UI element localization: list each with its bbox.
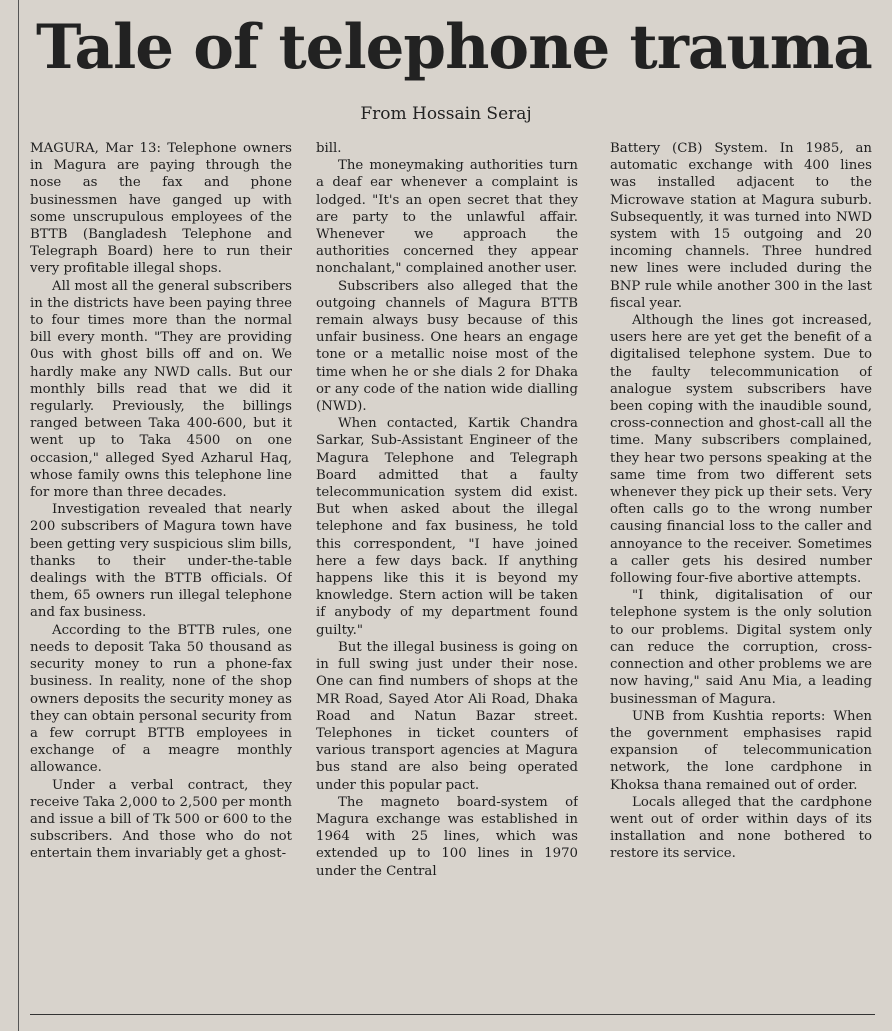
paragraph: But the illegal business is going on in full swing just under their nose. One can find numbers of shops at the MR Road, Sayed Ator Ali Road, Dhaka Road and Natun Bazar street. Telephones in ticket counters of various transport agencies at Magura bus stand are also being operated under this popular pact. xyxy=(316,639,578,793)
article-column-3 xyxy=(610,140,872,1012)
paragraph: MAGURA, Mar 13: Telephone owners in Magura are paying through the nose as the fax and phone businessmen have ganged up with some unscrupulous employees of the BTTB (Bangladesh Telephone and Telegraph Board) here to run their very profitable illegal shops. xyxy=(30,141,292,277)
paragraph: Locals alleged that the cardphone went out of order within days of its installation and none bothered to restore its service. xyxy=(610,794,872,862)
article-column-2 xyxy=(316,140,578,1012)
paragraph: All most all the general subscribers in the districts have been paying three to four times more than the normal bill every month. "They are providing 0us with ghost bills off and on. We hardly make any NWD calls. But our monthly bills read that we did it regularly. Previously, the billings ranged between Taka 400-600, but it went up to Taka 4500 on one occasion," alleged Syed Azharul Haq, whose family owns this telephone line for more than three decades. xyxy=(30,278,292,501)
paragraph: Under a verbal contract, they receive Taka 2,000 to 2,500 per month and issue a bill of Tk 500 or 600 to the subscribers. And those who do not entertain them invariably get a ghost- xyxy=(30,777,292,862)
paragraph: Subscribers also alleged that the outgoing channels of Magura BTTB remain always busy because of this unfair business. One hears an engage tone or a metallic noise most of the time when he or she dials 2 for Dhaka or any code of the nation wide dialling (NWD). xyxy=(316,278,578,415)
paragraph: Battery (CB) System. In 1985, an automatic exchange with 400 lines was installed adjacent to the Microwave station at Magura suburb. Subsequently, it was turned into NWD system with 15 outgoing and 20 incoming channels. Three hundred new lines were included during the BNP rule while another 300 in the last fiscal year. xyxy=(610,141,872,311)
paragraph: Investigation revealed that nearly 200 subscribers of Magura town have been getting very suspicious slim bills, thanks to their under-the-table dealings with the BTTB officials. Of them, 65 owners run illegal telephone and fax business. xyxy=(30,502,292,621)
paragraph: UNB from Kushtia reports: When the government emphasises rapid expansion of telecommunication network, the lone cardphone in Khoksa thana remained out of order. xyxy=(610,708,872,793)
bottom-rule xyxy=(30,1014,875,1015)
paragraph: Although the lines got increased, users here are yet get the benefit of a digitalised telephone system. Due to the faulty telecommunication of analogue system subscribers have been coping with the inaudible sound, cross-connection and ghost-call all the time. Many subscribers complained, they hear two persons speaking at the same time from two different sets whenever they pick up their sets. Very often calls go to the wrong number causing financial loss to the caller and annoyance to the receiver. Sometimes a caller gets his desired number following four-five abortive attempts. xyxy=(610,313,872,587)
paragraph: The moneymaking authorities turn a deaf ear whenever a complaint is lodged. "It's an open secret that they are party to the unlawful affair. Whenever we approach the authorities concerned they appear nonchalant," complained another user. xyxy=(316,158,578,277)
article-column-1 xyxy=(30,140,292,1012)
paragraph: bill. xyxy=(316,141,342,156)
paragraph: The magneto board-system of Magura exchange was established in 1964 with 25 lines, which was extended up to 100 lines in 1970 under the Central xyxy=(316,794,578,879)
paragraph: "I think, digitalisation of our telephone system is the only solution to our problems. Digital system only can reduce the corruption, cross-connection and other problems we are now having," said Anu Mia, a leading businessman of Magura. xyxy=(610,588,872,707)
byline: From Hossain Seraj xyxy=(360,104,532,124)
headline: Tale of telephone trauma xyxy=(36,12,872,83)
paragraph: According to the BTTB rules, one needs to deposit Taka 50 thousand as security money to run a phone-fax business. In reality, none of the shop owners deposits the security money as they can obtain personal security from a few corrupt BTTB employees in exchange of a meagre monthly allowance. xyxy=(30,622,292,776)
paragraph: When contacted, Kartik Chandra Sarkar, Sub-Assistant Engineer of the Magura Telephone and Telegraph Board admitted that a faulty telecommunication system did exist. But when asked about the illegal telephone and fax business, he told this correspondent, "I have joined here a few days back. If anything happens like this it is beyond my knowledge. Stern action will be taken if anybody of my department found guilty." xyxy=(316,416,578,638)
